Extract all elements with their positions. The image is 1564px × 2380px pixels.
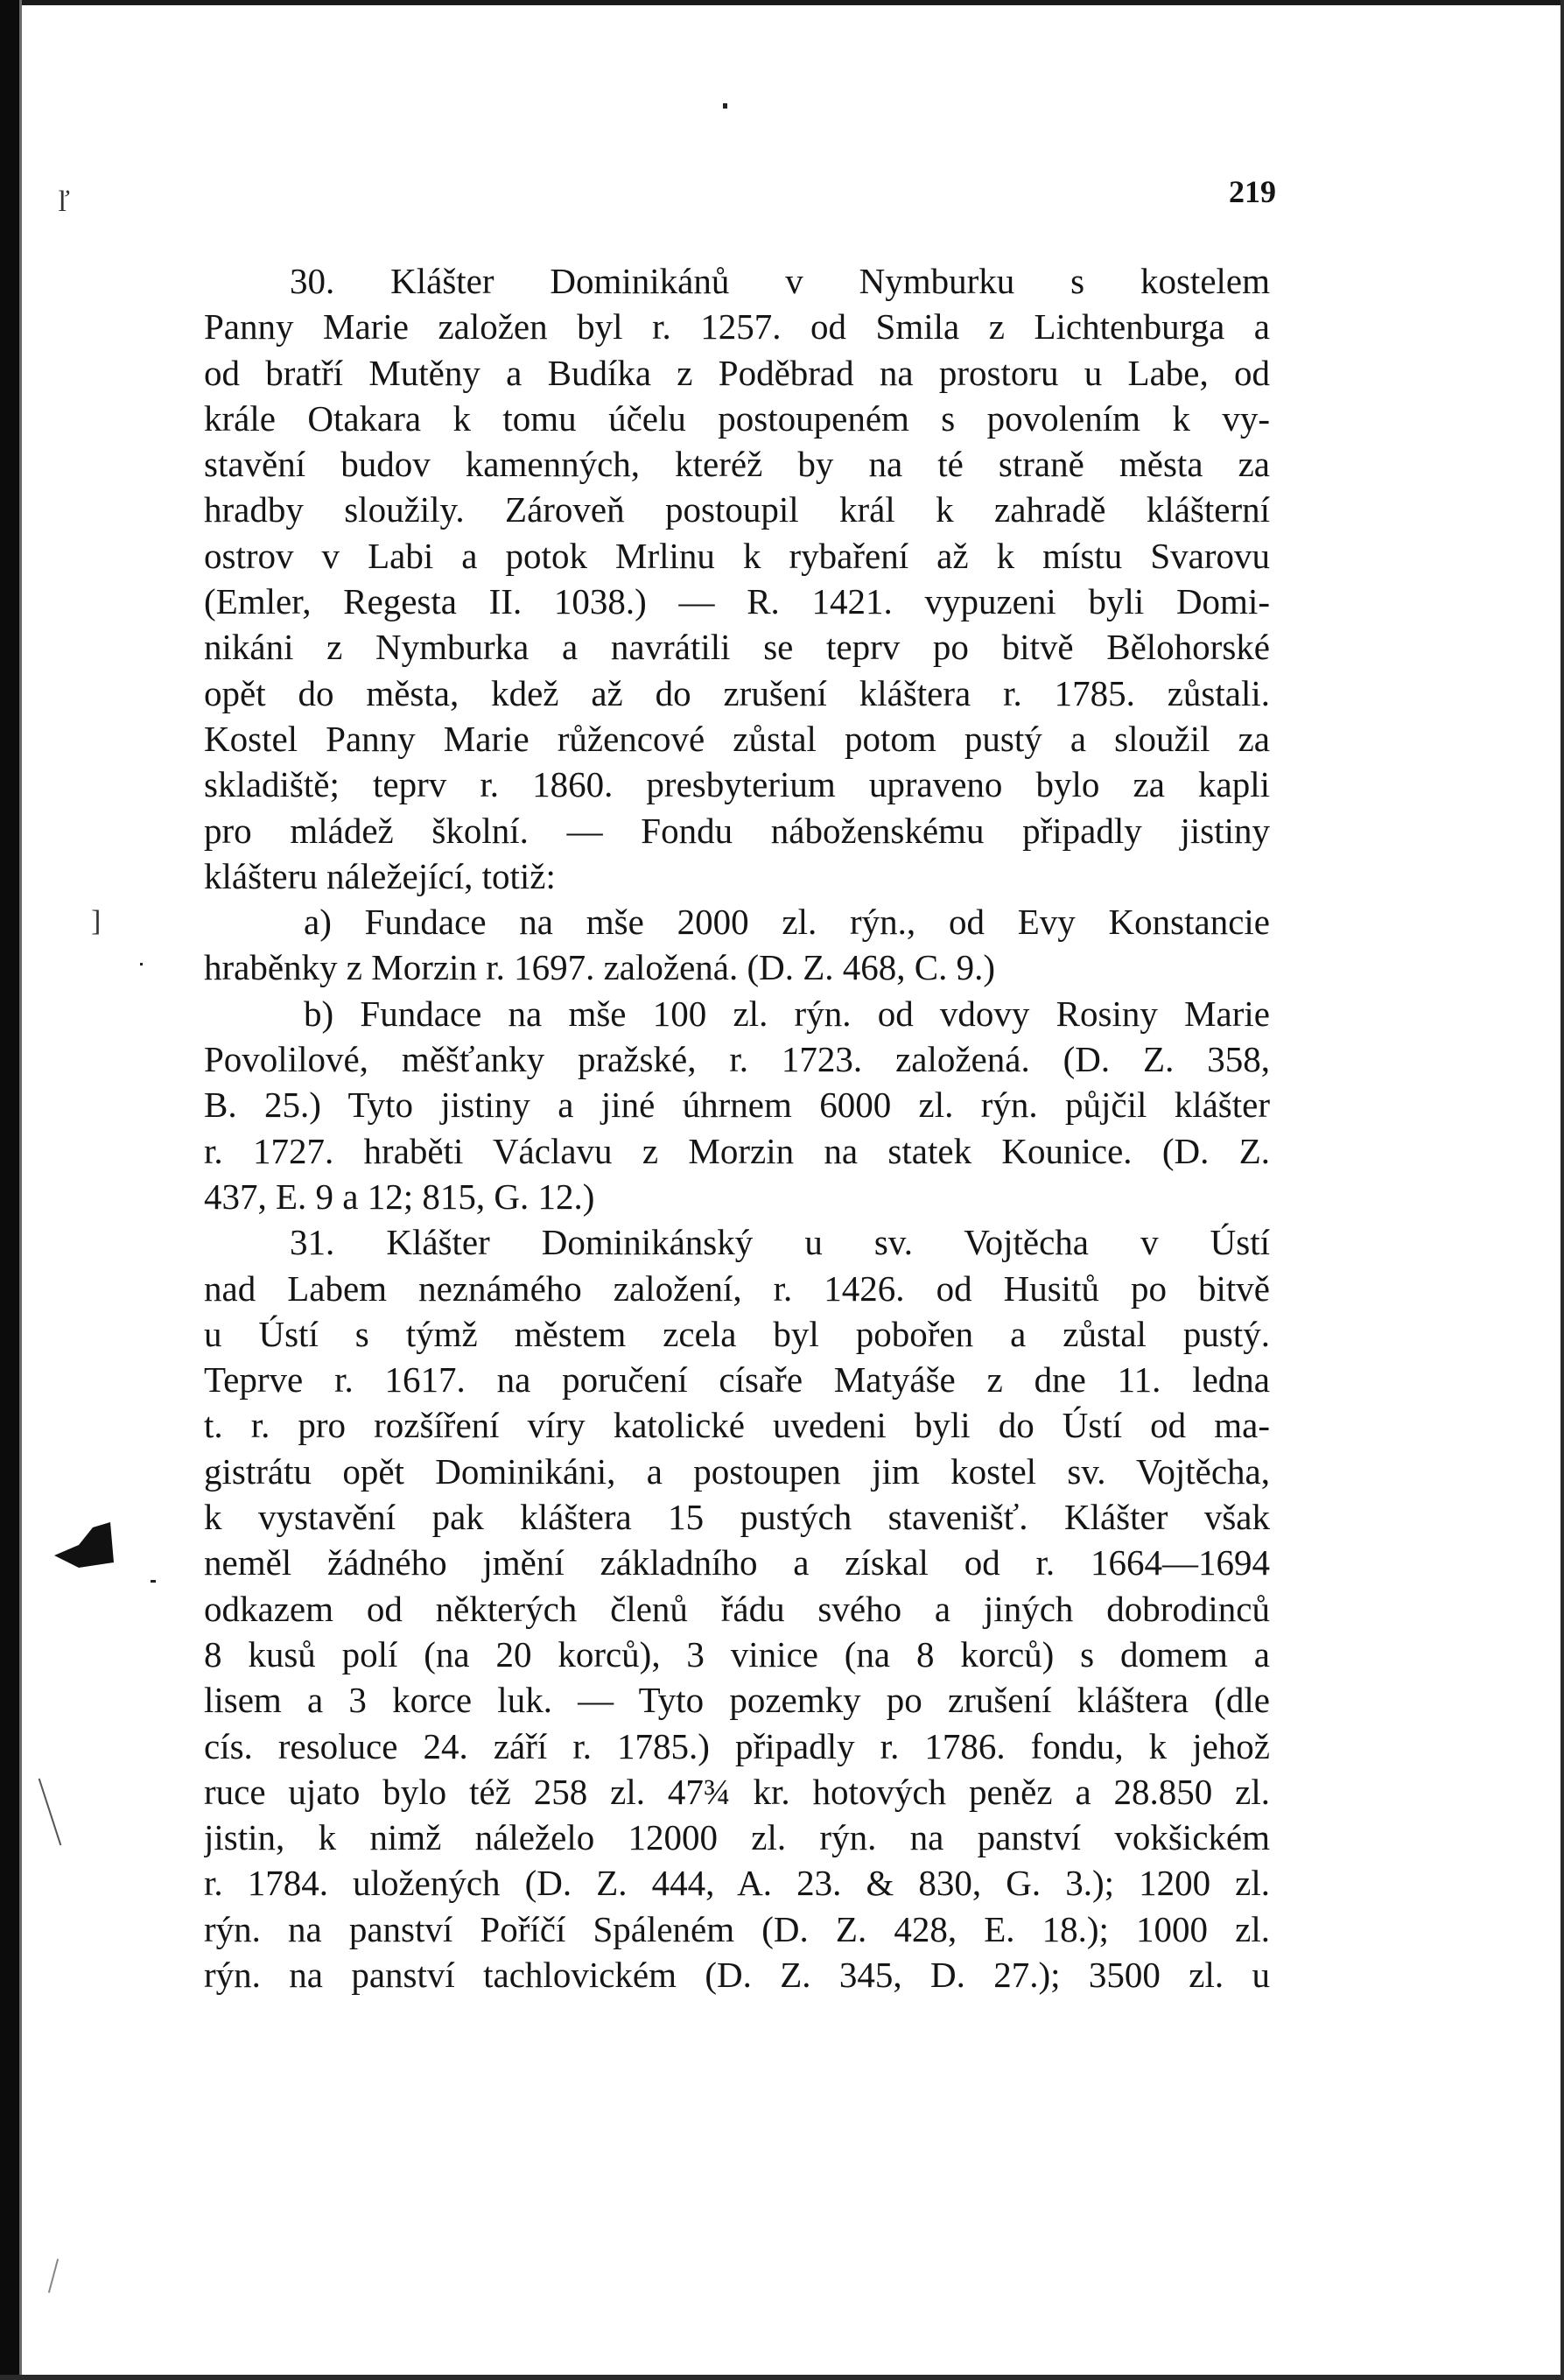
text-line: Kostel Panny Marie růžencové zůstal potom pustý a sloužil za — [204, 718, 1270, 759]
body-text — [204, 258, 1270, 1997]
scan-speck — [39, 1779, 62, 1846]
text-line: lisem a 3 korce luk. — Tyto pozemky po zrušení kláštera (dle — [204, 1680, 1270, 1721]
text-line: Teprve r. 1617. na poručení císaře Matyáše z dne 11. ledna — [204, 1359, 1270, 1401]
page-number: 219 — [1229, 174, 1276, 209]
scan-edge-left-shadow — [19, 0, 22, 2380]
text-line: odkazem od některých členů řádu svého a jiných dobrodinců — [204, 1588, 1270, 1629]
text-line: cís. resoluce 24. září r. 1785.) připadly r. 1786. fondu, k jehož — [204, 1725, 1270, 1766]
text-line: 8 kusů polí (na 20 korců), 3 vinice (na 8 korců) s domem a — [204, 1633, 1270, 1674]
text-line: t. r. pro rozšíření víry katolické uvedeni byli do Ústí od ma- — [204, 1405, 1270, 1446]
text-line: rýn. na panství Poříčí Spáleném (D. Z. 428, E. 18.); 1000 zl. — [204, 1908, 1270, 1949]
pointing-hand-icon — [53, 1519, 116, 1571]
scan-speck — [48, 2258, 59, 2292]
text-line: gistrátu opět Dominikáni, a postoupen jim kostel sv. Vojtěcha, — [204, 1450, 1270, 1492]
text-line: 30. Klášter Dominikánů v Nymburku s kostelem — [290, 261, 1270, 301]
text-line: Panny Marie založen byl r. 1257. od Smila z Lichtenburga a — [204, 306, 1270, 348]
margin-bracket-mark: ] — [91, 905, 102, 937]
text-line: neměl žádného jmění základního a získal od r. 1664—1694 — [204, 1542, 1270, 1583]
scan-edge-right — [1560, 0, 1564, 2380]
text-line: hradby sloužily. Zároveň postoupil král k zahradě klášterní — [204, 489, 1270, 530]
margin-mark-top-left: ľ — [58, 186, 70, 218]
scan-speck — [151, 1580, 156, 1583]
text-line: 31. Klášter Dominikánský u sv. Vojtěcha v Ústí — [290, 1222, 1270, 1263]
text-line: nad Labem neznámého založení, r. 1426. od Husitů po bitvě — [204, 1267, 1270, 1309]
text-line: 437, E. 9 a 12; 815, G. 12.) — [204, 1176, 595, 1217]
text-line: hraběnky z Morzin r. 1697. založená. (D. Z. 468, C. 9.) — [204, 947, 996, 988]
text-line: ruce ujato bylo též 258 zl. 47¾ kr. hotových peněz a 28.850 zl. — [204, 1771, 1270, 1812]
text-line: stavění budov kamenných, kteréž by na té straně města za — [204, 444, 1270, 485]
scan-speck — [140, 963, 143, 965]
text-line: r. 1727. hraběti Václavu z Morzin na statek Kounice. (D. Z. — [204, 1130, 1270, 1171]
text-line: pro mládež školní. — Fondu náboženskému připadly jistiny — [204, 810, 1270, 851]
text-line: skladiště; teprv r. 1860. presbyterium upraveno bylo za kapli — [204, 764, 1270, 805]
scan-speck — [723, 103, 727, 109]
text-line: ostrov v Labi a potok Mrlinu k rybaření až k místu Svarovu — [204, 535, 1270, 576]
text-line: nikáni z Nymburka a navrátili se teprv po bitvě Bělohorské — [204, 627, 1270, 668]
text-line: opět do města, kdež až do zrušení kláštera r. 1785. zůstali. — [204, 672, 1270, 713]
text-line: b) Fundace na mše 100 zl. rýn. od vdovy Rosiny Marie — [304, 993, 1270, 1034]
text-line: klášteru náležející, totiž: — [204, 855, 556, 896]
text-line: a) Fundace na mše 2000 zl. rýn., od Evy Konstancie — [304, 902, 1270, 943]
text-line: r. 1784. uložených (D. Z. 444, A. 23. & 830, G. 3.); 1200 zl. — [204, 1863, 1270, 1904]
scan-edge-left — [0, 0, 19, 2380]
scan-edge-top — [0, 0, 1564, 5]
text-line: (Emler, Regesta II. 1038.) — R. 1421. vypuzeni byli Domi- — [204, 581, 1270, 622]
text-line: k vystavění pak kláštera 15 pustých stavenišť. Klášter však — [204, 1497, 1270, 1538]
text-line: Povolilové, měšťanky pražské, r. 1723. založená. (D. Z. 358, — [204, 1039, 1270, 1080]
text-line: krále Otakara k tomu účelu postoupeném s povolením k vy- — [204, 397, 1270, 439]
text-line: rýn. na panství tachlovickém (D. Z. 345, D. 27.); 3500 zl. u — [204, 1954, 1270, 1995]
scan-edge-bottom — [0, 2375, 1564, 2380]
text-line: u Ústí s týmž městem zcela byl pobořen a zůstal pustý. — [204, 1313, 1270, 1354]
text-line: od bratří Mutěny a Budíka z Poděbrad na prostoru u Labe, od — [204, 352, 1270, 393]
text-line: jistin, k nimž náleželo 12000 zl. rýn. na panství vokšickém — [204, 1817, 1270, 1858]
text-line: B. 25.) Tyto jistiny a jiné úhrnem 6000 zl. rýn. půjčil klášter — [204, 1085, 1270, 1126]
